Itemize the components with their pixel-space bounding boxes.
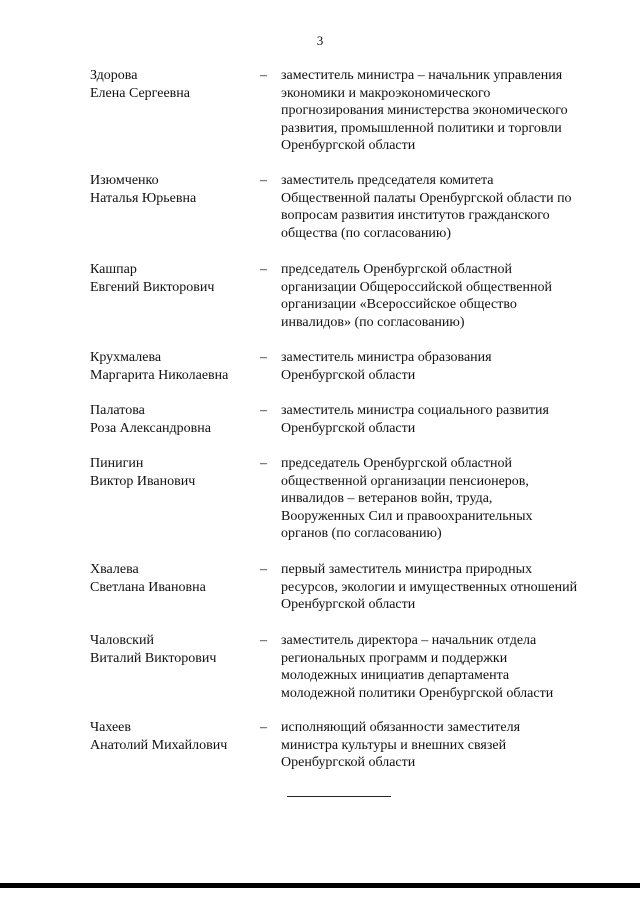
dash-separator: – xyxy=(260,262,267,277)
member-entry xyxy=(0,349,640,402)
member-name xyxy=(90,172,260,207)
dash-separator: – xyxy=(260,562,267,577)
member-position-line: Общественной палаты Оренбургской области по xyxy=(281,190,572,206)
member-position-line: заместитель директора – начальник отдела xyxy=(281,633,537,648)
member-position-line: Оренбургской области xyxy=(281,138,416,153)
member-position-line: председатель Оренбургской областной xyxy=(281,456,512,471)
member-name-line: Наталья Юрьевна xyxy=(90,190,197,206)
member-position xyxy=(281,349,601,384)
member-position-line: Оренбургской области xyxy=(281,420,416,436)
member-name xyxy=(90,67,260,102)
member-name-line: Елена Сергеевна xyxy=(90,85,190,101)
member-entry xyxy=(0,719,640,799)
member-position xyxy=(281,261,601,331)
member-name xyxy=(90,719,260,754)
member-position-line: общества (по согласованию) xyxy=(281,225,451,241)
member-name xyxy=(90,349,260,384)
member-position-line: органов (по согласованию) xyxy=(281,526,442,541)
member-entry xyxy=(0,172,640,261)
member-position-line: организации «Всероссийское общество xyxy=(281,297,517,312)
member-position-line: заместитель министра образования xyxy=(281,350,492,365)
end-of-list-rule xyxy=(287,796,391,797)
dash-separator: – xyxy=(260,633,267,648)
member-name-line: Хвалева xyxy=(90,562,139,577)
member-name xyxy=(90,455,260,490)
member-position-line: первый заместитель министра природных xyxy=(281,562,533,577)
member-position-line: вопросам развития институтов гражданского xyxy=(281,208,550,223)
member-name-line: Здорова xyxy=(90,68,138,83)
member-position-line: прогнозирования министерства экономического xyxy=(281,103,568,118)
member-name-line: Маргарита Николаевна xyxy=(90,367,229,383)
member-name-line: Кашпар xyxy=(90,262,137,277)
member-entry xyxy=(0,632,640,719)
member-list xyxy=(0,67,640,799)
member-position-line: Вооруженных Сил и правоохранительных xyxy=(281,508,533,524)
member-name xyxy=(90,632,260,667)
member-position-line: Оренбургской области xyxy=(281,597,416,612)
member-name-line: Чахеев xyxy=(90,720,132,735)
member-position-line: инвалидов» (по согласованию) xyxy=(281,314,465,330)
member-position-line: организации Общероссийской общественной xyxy=(281,279,552,295)
member-position xyxy=(281,561,601,614)
page-number: 3 xyxy=(316,33,324,48)
member-position-line: региональных программ и поддержки xyxy=(281,650,508,666)
member-entry xyxy=(0,455,640,561)
member-entry xyxy=(0,67,640,172)
member-name-line: Светлана Ивановна xyxy=(90,579,206,595)
dash-separator: – xyxy=(260,68,267,83)
dash-separator: – xyxy=(260,173,267,188)
member-position-line: исполняющий обязанности заместителя xyxy=(281,720,521,735)
member-position-line: молодежных инициатив департамента xyxy=(281,668,510,683)
member-position xyxy=(281,455,601,543)
member-name-line: Чаловский xyxy=(90,633,154,648)
member-position xyxy=(281,632,601,702)
page-bottom-border xyxy=(0,883,640,888)
member-entry xyxy=(0,561,640,632)
member-name xyxy=(90,261,260,296)
member-name-line: Пинигин xyxy=(90,456,144,471)
member-position-line: экономики и макроэкономического xyxy=(281,85,491,101)
member-position-line: общественной организации пенсионеров, xyxy=(281,473,529,489)
member-name-line: Евгений Викторович xyxy=(90,279,215,295)
member-position xyxy=(281,172,601,242)
member-name-line: Крухмалева xyxy=(90,350,162,365)
member-name-line: Изюмченко xyxy=(90,173,159,188)
member-name-line: Палатова xyxy=(90,403,145,418)
member-position-line: заместитель министра – начальник управления xyxy=(281,68,563,83)
member-name-line: Анатолий Михайлович xyxy=(90,737,228,753)
member-position xyxy=(281,719,601,772)
member-name-line: Виталий Викторович xyxy=(90,650,217,666)
member-entry xyxy=(0,402,640,455)
member-position-line: Оренбургской области xyxy=(281,755,416,770)
member-name xyxy=(90,402,260,437)
member-entry xyxy=(0,261,640,349)
member-position-line: председатель Оренбургской областной xyxy=(281,262,512,277)
dash-separator: – xyxy=(260,720,267,735)
member-position-line: развития, промышленной политики и торговли xyxy=(281,120,562,136)
member-position-line: ресурсов, экологии и имущественных отношений xyxy=(281,579,578,595)
dash-separator: – xyxy=(260,456,267,471)
dash-separator: – xyxy=(260,350,267,365)
member-name xyxy=(90,561,260,596)
member-position-line: заместитель председателя комитета xyxy=(281,173,494,188)
dash-separator: – xyxy=(260,403,267,418)
member-position-line: Оренбургской области xyxy=(281,367,416,383)
member-position xyxy=(281,402,601,437)
member-name-line: Виктор Иванович xyxy=(90,473,196,489)
member-position-line: министра культуры и внешних связей xyxy=(281,737,507,753)
member-position-line: заместитель министра социального развития xyxy=(281,403,549,418)
member-position xyxy=(281,67,601,155)
member-name-line: Роза Александровна xyxy=(90,420,211,436)
member-position-line: молодежной политики Оренбургской области xyxy=(281,685,554,701)
member-position-line: инвалидов – ветеранов войн, труда, xyxy=(281,491,493,506)
